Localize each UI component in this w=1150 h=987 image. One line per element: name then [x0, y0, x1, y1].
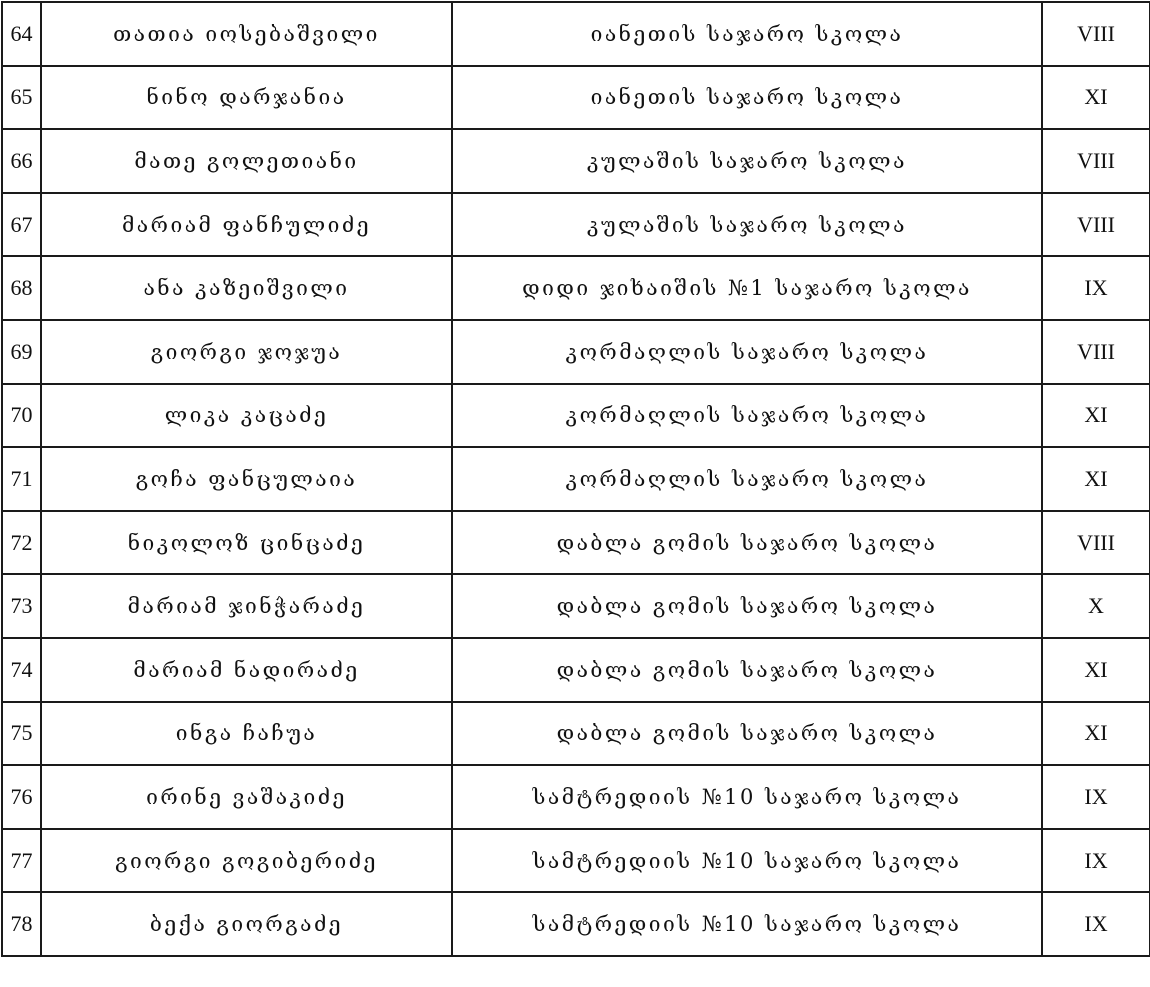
school-name: კულაშის საჯარო სკოლა [452, 193, 1042, 257]
student-name: ინგა ჩაჩუა [41, 702, 452, 766]
student-name: ნინო დარჯანია [41, 66, 452, 130]
student-name: თათია იოსებაშვილი [41, 2, 452, 66]
school-name: სამტრედიის №10 საჯარო სკოლა [452, 829, 1042, 893]
table-row [2, 765, 1150, 829]
table-row [2, 256, 1150, 320]
student-name: გოჩა ფანცულაია [41, 447, 452, 511]
student-name: გიორგი გოგიბერიძე [41, 829, 452, 893]
school-name: იანეთის საჯარო სკოლა [452, 66, 1042, 130]
row-number: 75 [2, 702, 41, 766]
grade: VIII [1042, 2, 1150, 66]
table-row [2, 384, 1150, 448]
grade: IX [1042, 892, 1150, 956]
school-name: კულაშის საჯარო სკოლა [452, 129, 1042, 193]
school-name: დაბლა გომის საჯარო სკოლა [452, 511, 1042, 575]
grade: XI [1042, 638, 1150, 702]
student-name: მარიამ ფანჩულიძე [41, 193, 452, 257]
row-number: 73 [2, 574, 41, 638]
grade: XI [1042, 384, 1150, 448]
student-name: მარიამ ნადირაძე [41, 638, 452, 702]
school-name: იანეთის საჯარო სკოლა [452, 2, 1042, 66]
row-number: 71 [2, 447, 41, 511]
row-number: 74 [2, 638, 41, 702]
table-row [2, 511, 1150, 575]
student-name: მათე გოლეთიანი [41, 129, 452, 193]
row-number: 77 [2, 829, 41, 893]
table-row [2, 193, 1150, 257]
grade: VIII [1042, 511, 1150, 575]
students-table [1, 1, 1150, 957]
student-name: ირინე ვაშაკიძე [41, 765, 452, 829]
grade: IX [1042, 765, 1150, 829]
student-name: მარიამ ჯინჭარაძე [41, 574, 452, 638]
grade: VIII [1042, 129, 1150, 193]
school-name: დაბლა გომის საჯარო სკოლა [452, 702, 1042, 766]
school-name: კორმაღლის საჯარო სკოლა [452, 447, 1042, 511]
school-name: სამტრედიის №10 საჯარო სკოლა [452, 892, 1042, 956]
row-number: 70 [2, 384, 41, 448]
table-row [2, 447, 1150, 511]
student-name: ბექა გიორგაძე [41, 892, 452, 956]
grade: IX [1042, 256, 1150, 320]
table-row [2, 320, 1150, 384]
grade: VIII [1042, 193, 1150, 257]
row-number: 66 [2, 129, 41, 193]
school-name: სამტრედიის №10 საჯარო სკოლა [452, 765, 1042, 829]
table-row [2, 129, 1150, 193]
students-table-body [2, 2, 1150, 956]
school-name: კორმაღლის საჯარო სკოლა [452, 384, 1042, 448]
grade: X [1042, 574, 1150, 638]
table-row [2, 574, 1150, 638]
school-name: კორმაღლის საჯარო სკოლა [452, 320, 1042, 384]
table-row [2, 2, 1150, 66]
grade: IX [1042, 829, 1150, 893]
table-row [2, 829, 1150, 893]
table-row [2, 702, 1150, 766]
grade: XI [1042, 66, 1150, 130]
row-number: 64 [2, 2, 41, 66]
table-row [2, 66, 1150, 130]
table-row [2, 892, 1150, 956]
school-name: დაბლა გომის საჯარო სკოლა [452, 638, 1042, 702]
table-row [2, 638, 1150, 702]
row-number: 72 [2, 511, 41, 575]
row-number: 69 [2, 320, 41, 384]
row-number: 65 [2, 66, 41, 130]
row-number: 67 [2, 193, 41, 257]
student-name: ლიკა კაცაძე [41, 384, 452, 448]
grade: XI [1042, 447, 1150, 511]
grade: VIII [1042, 320, 1150, 384]
student-name: გიორგი ჯოჯუა [41, 320, 452, 384]
student-name: ნიკოლოზ ცინცაძე [41, 511, 452, 575]
row-number: 78 [2, 892, 41, 956]
school-name: დაბლა გომის საჯარო სკოლა [452, 574, 1042, 638]
grade: XI [1042, 702, 1150, 766]
row-number: 76 [2, 765, 41, 829]
student-name: ანა კაზეიშვილი [41, 256, 452, 320]
school-name: დიდი ჯიხაიშის №1 საჯარო სკოლა [452, 256, 1042, 320]
row-number: 68 [2, 256, 41, 320]
